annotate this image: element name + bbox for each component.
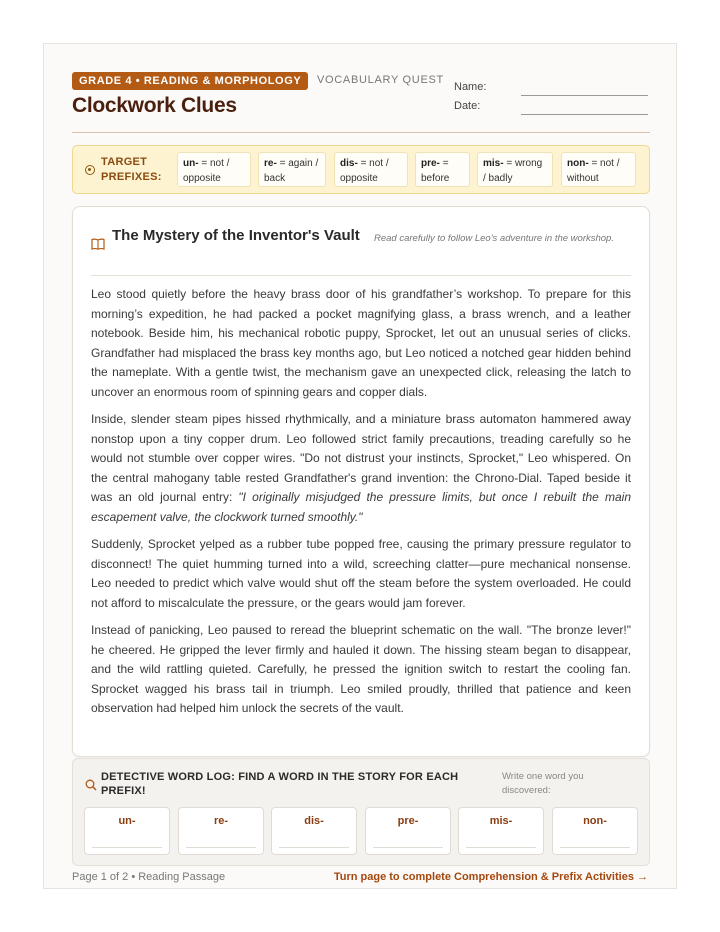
chip-prefix: pre-	[421, 158, 440, 169]
word-log-note: Write one word you discovered:	[502, 771, 584, 796]
prefix-chip-mis	[477, 152, 553, 187]
write-line	[466, 847, 536, 848]
date-line[interactable]	[521, 114, 648, 115]
prefix-chip-pre	[415, 152, 470, 187]
word-box-prefix: mis-	[489, 815, 513, 827]
page-title: Clockwork Clues	[72, 94, 237, 117]
story-paragraph: Instead of panicking, Leo paused to reread the blueprint schematic on the wall. "The bronze lever!" he cheered. He gripped the lever firmly and hauled it down. The hissing steam began to disappear, and the wild rattling quieted. Carefully, he pressed the ignition switch to restart the cooling fan. Sprocket wagged his brass tail in triumph. Leo smiled proudly, thrilled that patience and keen observation had helped him unlock the secrets of the vault.	[91, 623, 631, 715]
worksheet-header	[72, 72, 650, 134]
grade-badge: GRADE 4 • READING & MORPHOLOGY	[72, 72, 308, 90]
chip-meaning: = not / without	[567, 158, 620, 184]
name-label: Name:	[454, 81, 487, 93]
name-field[interactable]	[454, 80, 650, 96]
date-label: Date:	[454, 100, 481, 112]
chip-meaning: = before	[421, 158, 450, 184]
header-divider	[72, 132, 650, 133]
word-box-prefix: pre-	[397, 815, 419, 827]
word-box-mis[interactable]	[458, 807, 544, 855]
target-prefixes-bar	[72, 145, 650, 194]
story-paragraph: Suddenly, Sprocket yelped as a rubber tube popped free, causing the primary pressure regulator to disconnect! The quiet humming turned into a wild, screeching clatter—pure mechanical nonsense. Leo needed to predict which valve would shut off the steam before the system overloaded. He could not afford to miscalculate the pressure, or the gears would jam forever.	[91, 537, 631, 610]
chip-prefix: re-	[264, 158, 277, 169]
word-box-prefix: un-	[118, 815, 136, 827]
word-box-prefix: non-	[583, 815, 607, 827]
page-indicator: Page 1 of 2 • Reading Passage	[72, 871, 226, 883]
write-line	[186, 847, 256, 848]
write-line	[560, 847, 630, 848]
word-log-title: DETECTIVE WORD LOG: FIND A WORD IN THE STORY FOR EACH PREFIX!	[101, 771, 459, 797]
prefix-chip-non	[561, 152, 636, 187]
worksheet-page	[43, 43, 677, 889]
chip-meaning: = not / opposite	[340, 158, 389, 184]
series-label: VOCABULARY QUEST	[317, 74, 444, 86]
book-icon	[91, 238, 105, 250]
chip-prefix: mis-	[483, 158, 504, 169]
story-paragraph: Leo stood quietly before the heavy brass door of his grandfather’s workshop. To prepare for this morning’s expedition, he had packed a pocket magnifying glass, a brass wrench, and a leather notebook. Beside him, his mechanical robotic puppy, Sprocket, let out an unusual series of clicks. Grandfather had misplaced the brass key months ago, but Leo noticed a notched gear hidden behind the nameplate. With a gentle twist, the mechanism gave an unexpected click, releasing the latch to uncover an enormous room of spinning gears and copper dials.	[91, 287, 631, 399]
word-box-un[interactable]	[84, 807, 170, 855]
prefix-chip-un	[177, 152, 251, 187]
word-box-dis[interactable]	[271, 807, 357, 855]
magnifier-icon	[85, 779, 97, 791]
chip-meaning: = not / opposite	[183, 158, 230, 184]
write-line	[279, 847, 349, 848]
story-title: The Mystery of the Inventor's Vault	[112, 227, 360, 244]
target-prefixes-label: TARGET PREFIXES:	[101, 156, 162, 183]
word-box-non[interactable]	[552, 807, 638, 855]
date-field[interactable]	[454, 99, 650, 115]
word-box-prefix: re-	[213, 815, 229, 827]
word-box-pre[interactable]	[365, 807, 451, 855]
turn-page-link[interactable]: Turn page to complete Comprehension & Prefix Activities →	[333, 871, 648, 883]
chip-prefix: un-	[183, 158, 199, 169]
story-paragraph	[91, 410, 631, 527]
word-box-re[interactable]	[178, 807, 264, 855]
journal-quote: "I originally misjudged the pressure limits, but once I rebuilt the main escapement valve, the clockwork turned smoothly."	[91, 490, 632, 524]
target-icon	[85, 165, 95, 175]
story-note: Read carefully to follow Leo's adventure in the workshop.	[374, 233, 614, 244]
prefix-chip-re	[258, 152, 326, 187]
paragraph-text: Inside, slender steam pipes hissed rhythmically, and a miniature brass automaton hammered away nonstop upon a tiny copper drum. Leo followed strict family precautions, treading carefully so he would not stumble over copper wires. "Do not distrust your instincts, Sprocket," Leo whispered. On the central mahogany table rested Grandfather's grand invention: the Chrono-Dial. Taped beside it was an old journal entry:	[91, 412, 631, 504]
prefix-chip-dis	[334, 152, 408, 187]
story-body	[91, 285, 631, 727]
story-card	[72, 206, 650, 757]
chip-prefix: dis-	[340, 158, 358, 169]
chip-meaning: = wrong / badly	[483, 158, 543, 184]
name-line[interactable]	[521, 95, 648, 96]
write-line	[373, 847, 443, 848]
detective-word-log	[72, 758, 650, 866]
write-line	[92, 847, 162, 848]
story-divider	[91, 275, 631, 276]
chip-prefix: non-	[567, 158, 589, 169]
word-box-prefix: dis-	[304, 815, 324, 827]
chip-meaning: = again / back	[264, 158, 319, 184]
